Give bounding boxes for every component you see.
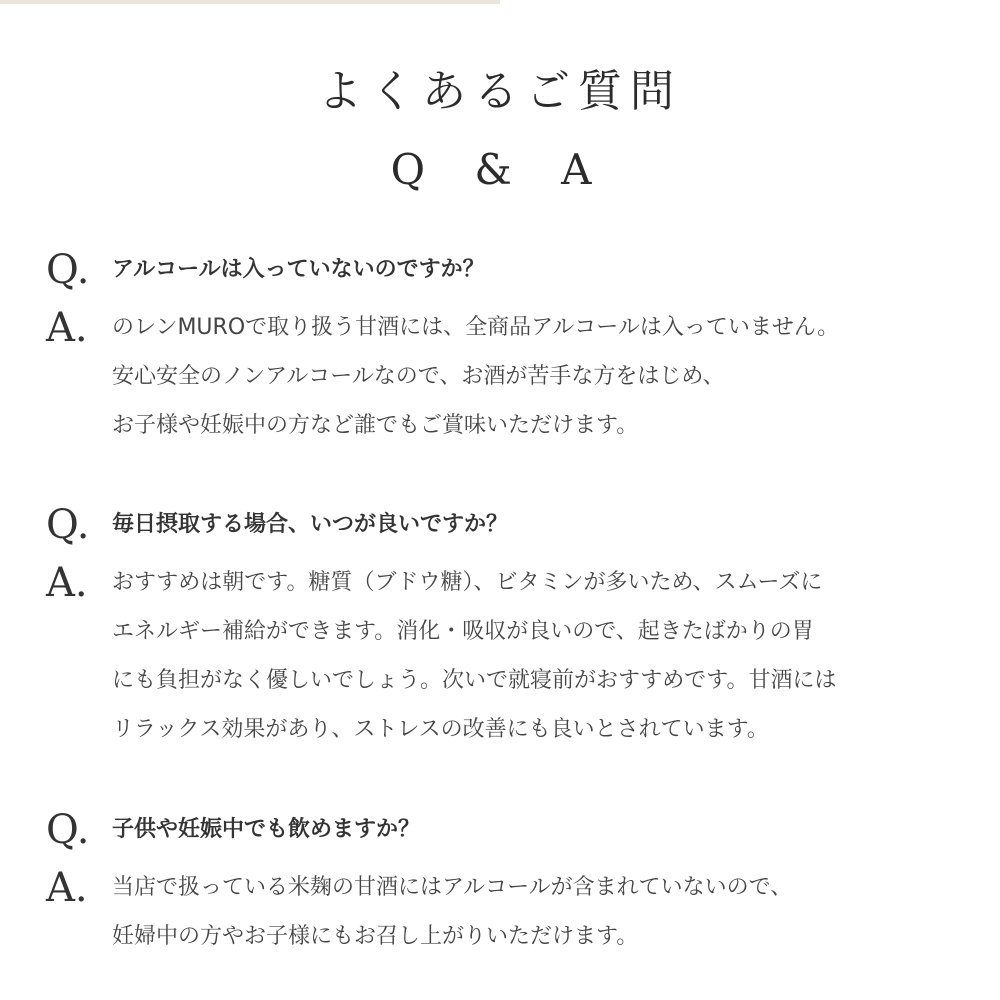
question-marker: Q. <box>46 247 90 293</box>
answer-marker: A. <box>46 865 88 911</box>
answer-line: エネルギー補給ができます。消化・吸収が良いので、起きたばかりの胃 <box>112 619 814 644</box>
answer-marker: A. <box>46 560 88 606</box>
question-text: 子供や妊娠中でも飲めますか？ <box>112 817 421 842</box>
question-row <box>46 246 966 294</box>
answer-text <box>112 304 966 450</box>
answer-row <box>46 559 966 754</box>
page-title: よくあるご質問 <box>318 66 682 117</box>
question-row <box>46 501 966 549</box>
answer-line: お子様や妊娠中の方など誰でもご賞味いただけます。 <box>112 413 639 438</box>
question-text: アルコールは入っていないのですか？ <box>112 257 485 282</box>
faq-item-2 <box>46 501 966 754</box>
question-row <box>46 806 966 854</box>
answer-text <box>112 864 966 961</box>
answer-line: にも負担がなく優しいでしょう。次いで就寝前がおすすめです。甘酒には <box>112 668 837 693</box>
answer-line: 妊婦中の方やお子様にもお召し上がりいただけます。 <box>112 924 639 949</box>
top-accent-line <box>0 0 500 4</box>
question-text: 毎日摂取する場合、いつが良いですか？ <box>112 512 509 537</box>
answer-row <box>46 864 966 961</box>
answer-line: 安心安全のノンアルコールなので、お酒が苦手な方をはじめ、 <box>112 364 725 389</box>
answer-line: リラックス効果があり、ストレスの改善にも良いとされています。 <box>112 717 769 742</box>
faq-item-1 <box>46 246 966 450</box>
answer-line: のレンMUROで取り扱う甘酒には、全商品アルコールは入っていません。 <box>112 315 840 340</box>
question-marker: Q. <box>46 807 90 853</box>
answer-line: おすすめは朝です。糖質（ブドウ糖）、ビタミンが多いため、スムーズに <box>112 570 823 595</box>
faq-item-3 <box>46 806 966 961</box>
page-subtitle: Q & A <box>390 145 610 194</box>
answer-marker: A. <box>46 305 88 351</box>
question-marker: Q. <box>46 502 90 548</box>
faq-header <box>0 62 1000 200</box>
answer-row <box>46 304 966 450</box>
answer-line: 当店で扱っている米麹の甘酒にはアルコールが含まれていないので、 <box>112 875 793 900</box>
answer-text <box>112 559 966 754</box>
